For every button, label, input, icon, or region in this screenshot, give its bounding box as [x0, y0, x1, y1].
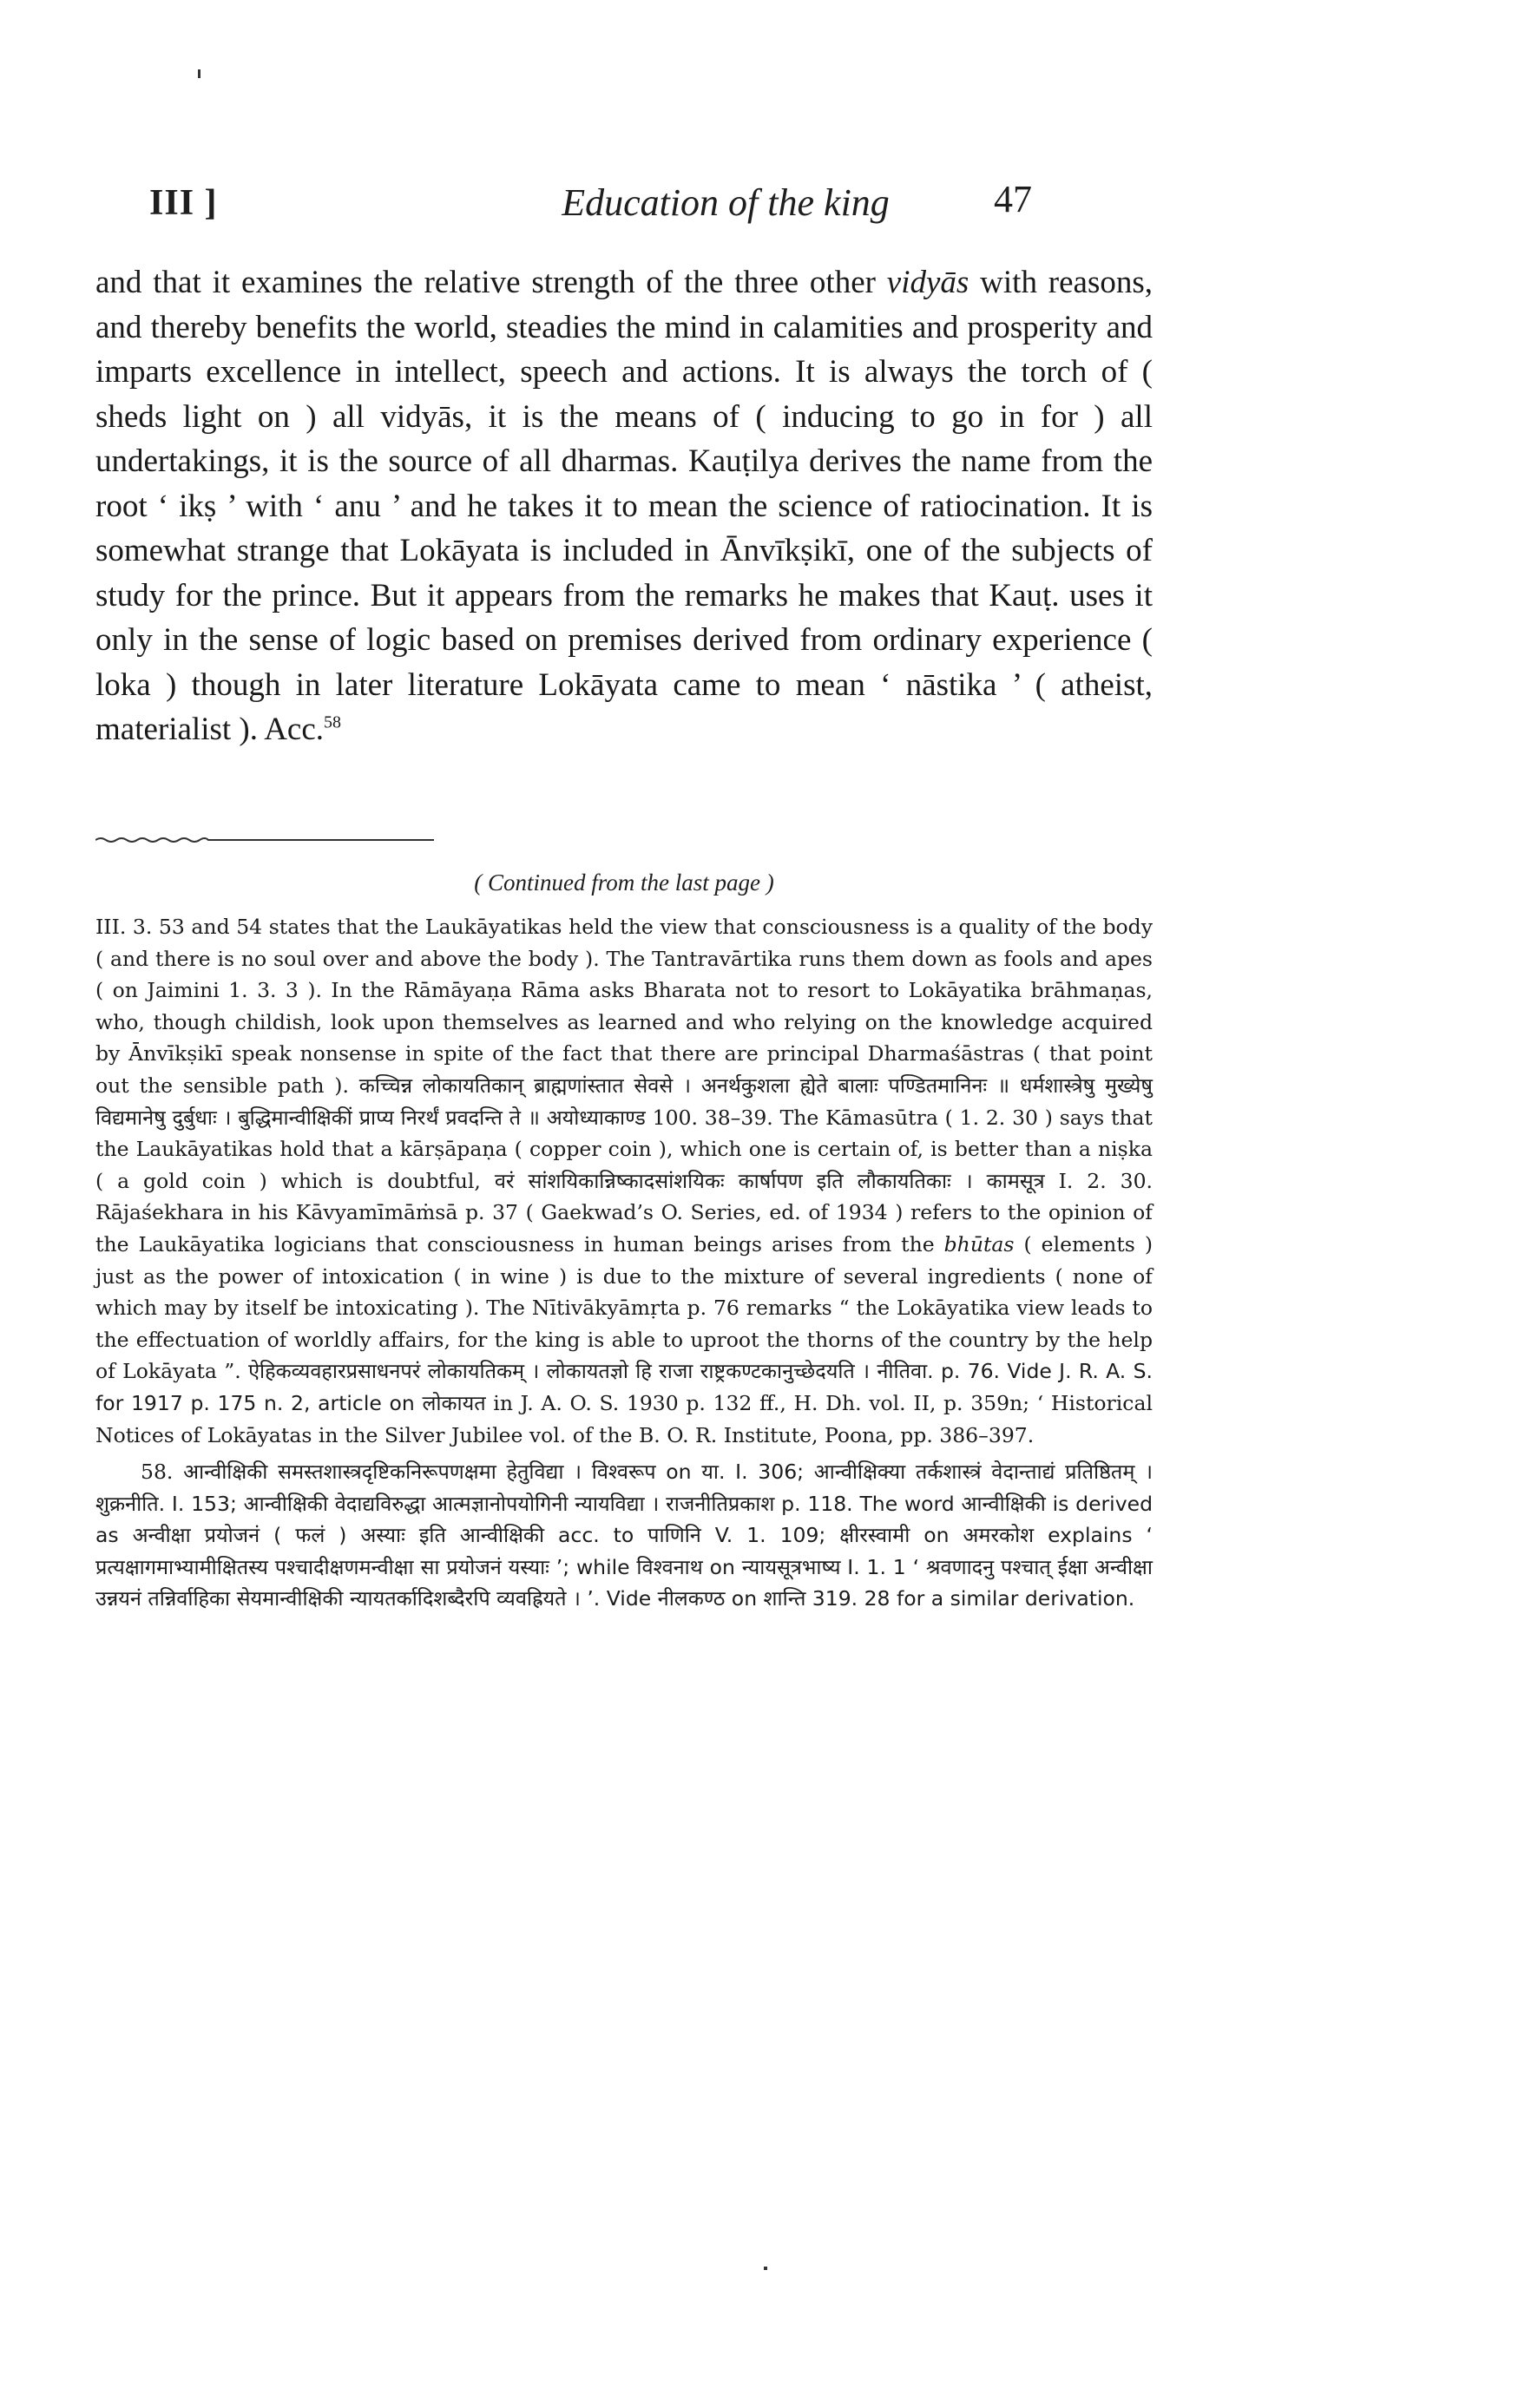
footnote-57-continued	[95, 911, 1153, 1451]
footnote-58	[95, 1456, 1153, 1615]
fn57-text-a: III. 3. 53 and 54 states that the Laukāyatikas held the view that consciousness is a quality of the body ( and there is no soul over and above the body ). The Tantravārtika runs them down as fools and apes ( on Jaimini 1. 3. 3 ). In the Rāmāyaṇa Rāma asks Bharata not to resort to Lokāyatika brāhmaṇas, who, though childish, look upon themselves as learned and who relying on the knowledge acquired by Ānvīkṣikī speak nonsense in spite of the fact that there are principal Dharmaśāstras ( that point out the sensible path ).	[95, 915, 1153, 1098]
scan-speck	[764, 2267, 767, 2270]
running-title: Education of the king	[562, 181, 890, 224]
main-text-part-1: and that it examines the relative strength of the three other	[95, 265, 887, 300]
fn57-text-f: in J. A. O. S. 1930 p. 132 ff., H. Dh. vol. II, p. 359n; ‘ Historical Notices of Lokāyatas in the Silver Jubilee vol. of the B. O. R. Institute, Poona, pp. 386–397.	[95, 1390, 1153, 1447]
fn57-italic: bhūtas	[943, 1231, 1015, 1256]
main-text-part-2: with reasons, and thereby benefits the world, steadies the mind in calamities and prosperity and imparts excellence in intellect, speech and actions. It is always the torch of ( sheds light on ) all vidyās, it is the means of ( inducing to go in for ) all undertakings, it is the source of all dharmas. Kauṭilya derives the name from the root ‘ ikṣ ’ with ‘ anu ’ and he takes it to mean the science of ratiocination. It is somewhat strange that Lokāyata is included in Ānvīkṣikī, one of the subjects of study for the prince. But it appears from the remarks he makes that Kauṭ. uses it only in the sense of logic based on premises derived from ordinary experience ( loka ) though in later literature Lokāyata came to mean ‘ nāstika ’ ( atheist, materialist ). Acc.	[95, 265, 1154, 747]
chapter-number: III ]	[149, 183, 218, 223]
footnote-separator-rule	[95, 836, 434, 844]
page-number: 47	[994, 178, 1032, 220]
scan-mark	[198, 69, 200, 78]
fn57-sanskrit-2: वरं सांशयिकान्निष्कादसांशयिकः कार्षापण इति लौकायतिकाः । कामसूत्र	[494, 1168, 1045, 1193]
running-header	[0, 174, 1538, 226]
main-paragraph	[95, 260, 1153, 752]
footnote-continued-heading: ( Continued from the last page )	[474, 869, 774, 896]
main-text-italic: vidyās	[886, 265, 969, 300]
fn57-sanskrit-3: ऐहिकव्यवहारप्रसाधनपरं लोकायतिकम् । लोकायतज्ञो हि राजा राष्ट्रकण्टकानुच्छेदयति ।	[248, 1359, 871, 1384]
fn58-text: आन्वीक्षिकी समस्तशास्त्रदृष्टिकनिरूपणक्षमा हेतुविद्या । विश्वरूप on या. I. 306; आन्वीक्षिक्या तर्कशास्त्रं वेदान्ताद्यं प्रतिष्ठितम् । शुक्रनीति. I. 153; आन्वीक्षिकी वेदाद्यविरुद्धा आत्मज्ञानोपयोगिनी न्यायविद्या । राजनीतिप्रकाश p. 118. The word आन्वीक्षिकी is derived as अन्वीक्षा प्रयोजनं ( फलं ) अस्याः इति आन्वीक्षिकी acc. to पाणिनि V. 1. 109; क्षीरस्वामी on अमरकोश explains ‘ प्रत्यक्षागमाभ्यामीक्षितस्य पश्चादीक्षणमन्वीक्षा सा प्रयोजनं यस्याः ’; while विश्वनाथ on न्यायसूत्रभाष्य I. 1. 1 ‘ श्रवणादनु पश्चात् ईक्षा अन्वीक्षा उन्नयनं तन्निर्वाहिका सेयमान्वीक्षिकी न्यायतर्कादिशब्दैरपि व्यवह्रियते । ’. Vide नीलकण्ठ on शान्ति 319. 28 for a similar derivation.	[95, 1460, 1153, 1611]
footnote-58-number: 58.	[141, 1460, 174, 1485]
fn57-text-e: नीतिवा. p. 76. Vide J. R. A. S. for 1917 p. 175 n. 2, article on	[95, 1359, 1153, 1415]
fn57-sanskrit-1: कच्चिन्न लोकायतिकान् ब्राह्मणांस्तात सेवसे । अनर्थकुशला ह्येते बालाः पण्डितमानिनः ॥ धर्मशास्त्रेषु मुख्येषु विद्यमानेषु दुर्बुधाः । बुद्धिमान्वीक्षिकीं प्राप्य निरर्थं प्रवदन्ति ते ॥ अयोध्याकाण्ड	[95, 1073, 1153, 1130]
footnote-reference: 58	[324, 712, 342, 732]
fn57-text-c: I. 2. 30. Rājaśekhara in his Kāvyamīmāṁsā p. 37 ( Gaekwad’s O. Series, ed. of 1934 ) refers to the opinion of the Laukāyatika logicians that consciousness in human beings arises from the	[95, 1168, 1153, 1256]
fn57-text-d: ( elements ) just as the power of intoxication ( in wine ) is due to the mixture of several ingredients ( none of which may by itself be intoxicating ). The Nītivākyāmṛta p. 76 remarks “ the Lokāyatika view leads to the effectuation of worldly affairs, for the king is able to uproot the thorns of the country by the help of Lokāyata ”.	[95, 1231, 1154, 1384]
footnotes-block	[95, 911, 1153, 1615]
fn57-sanskrit-4: लोकायत	[422, 1390, 486, 1415]
fn57-text-b: 100. 38–39. The Kāmasūtra ( 1. 2. 30 ) says that the Laukāyatikas hold that a kārṣāpaṇa ( copper coin ), which one is certain of, is better than a niṣka ( a gold coin ) which is doubtful,	[95, 1105, 1153, 1193]
